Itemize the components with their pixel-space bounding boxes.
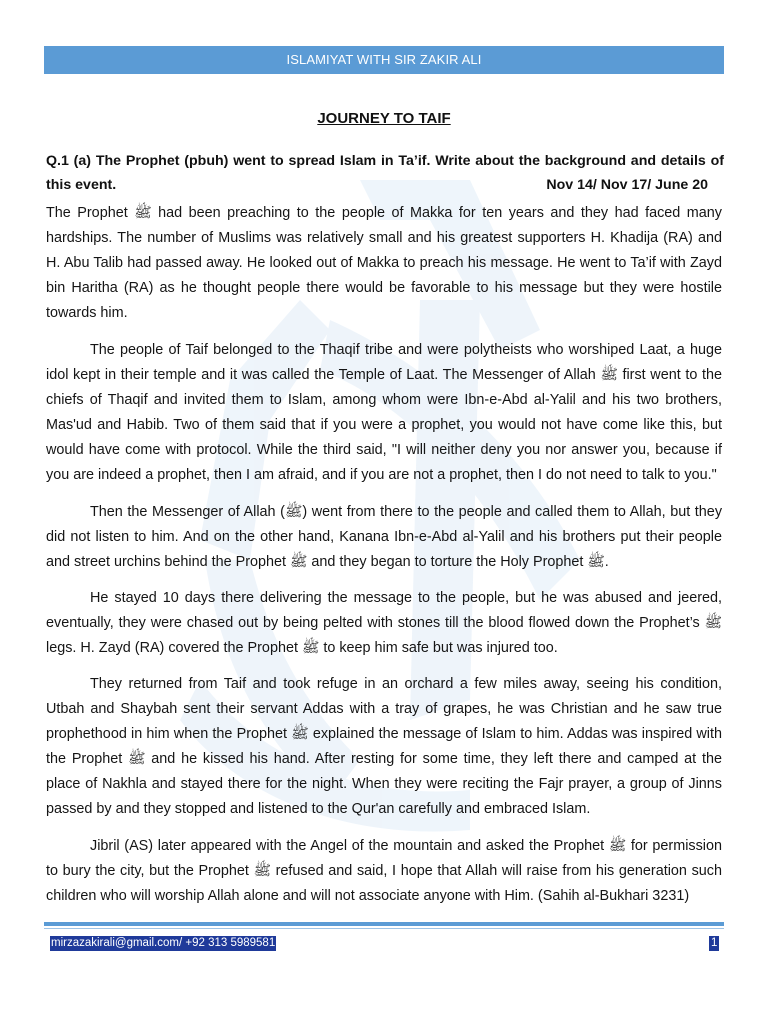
answer-body bbox=[46, 201, 722, 921]
paragraph-addas: They returned from Taif and took refuge in an orchard a few miles away, seeing his condition, Utbah and Shaybah sent their servant Addas with a tray of grapes, he was Christian and he saw true prophethood in him when the Prophet ﷺ explained the message of Islam to him. Addas was inspired with the Prophet ﷺ and he kissed his hand. After resting for some time, they left there and camped at the place of Nakhla and stayed there for the night. When they were reciting the Fajr prayer, a group of Jinns passed by and they stopped and listened to the Qur'an carefully and embraced Islam. bbox=[46, 676, 722, 817]
header-bar bbox=[44, 46, 724, 74]
question-dates: Nov 14/ Nov 17/ June 20 bbox=[546, 177, 708, 193]
paragraph-people: Then the Messenger of Allah (ﷺ) went from there to the people and called them to Allah, but they did not listen to him. And on the other hand, Kanana Ibn-e-Abd al-Yalil and his brothers put their people and street urchins behind the Prophet ﷺ and they began to torture the Holy Prophet ﷺ. bbox=[46, 504, 723, 570]
footer-divider bbox=[44, 922, 724, 926]
question-text: Q.1 (a) The Prophet (pbuh) went to spread Islam in Ta’if. Write about the background and details of this event. bbox=[46, 153, 724, 193]
paragraph-thaqif: The people of Taif belonged to the Thaqif tribe and were polytheists who worshiped Laat, a huge idol kept in their temple and it was called the Temple of Laat. The Messenger of Allah ﷺ first went to the chiefs of Thaqif and invited them to Islam, among whom were Ibn-e-Abd al-Yalil and his two brothers, Mas'ud and Habib. Two of them said that if you were a prophet, you would not have come like this, but would have come with protocol. While the third said, "I will neither deny you nor answer you, because if you are indeed a prophet, then I am afraid, and if you are not a prophet, then I do not need to talk to you." bbox=[46, 342, 722, 483]
document-title: JOURNEY TO TAIF bbox=[317, 110, 451, 127]
page-number: 1 bbox=[711, 937, 718, 949]
footer-contact[interactable]: mirzazakirali@gmail.com/ +92 313 5989581 bbox=[51, 937, 276, 949]
footer-divider-thin bbox=[44, 928, 724, 929]
header-title: ISLAMIYAT WITH SIR ZAKIR ALI bbox=[286, 52, 482, 67]
paragraph-ten-days: He stayed 10 days there delivering the message to the people, but he was abused and jeered, eventually, they were chased out by being pelted with stones till the blood flowed down the Prophet’s ﷺ legs. H. Zayd (RA) covered the Prophet ﷺ to keep him safe but was injured too. bbox=[46, 590, 722, 656]
question-block bbox=[46, 149, 724, 197]
paragraph-jibril: Jibril (AS) later appeared with the Angel of the mountain and asked the Prophet ﷺ for permission to bury the city, but the Prophet ﷺ refused and said, I hope that Allah will raise from his generation such children who will worship Allah alone and will not associate anyone with Him. (Sahih al-Bukhari 3231) bbox=[46, 838, 723, 904]
paragraph-background: The Prophet ﷺ had been preaching to the people of Makka for ten years and they had faced many hardships. The number of Muslims was relatively small and his greatest supporters H. Khadija (RA) and H. Abu Talib had passed away. He looked out of Makka to preach his message. He went to Ta’if with Zayd bin Haritha (RA) as he thought people there would be favorable to his message but they were hostile towards him. bbox=[46, 205, 722, 321]
